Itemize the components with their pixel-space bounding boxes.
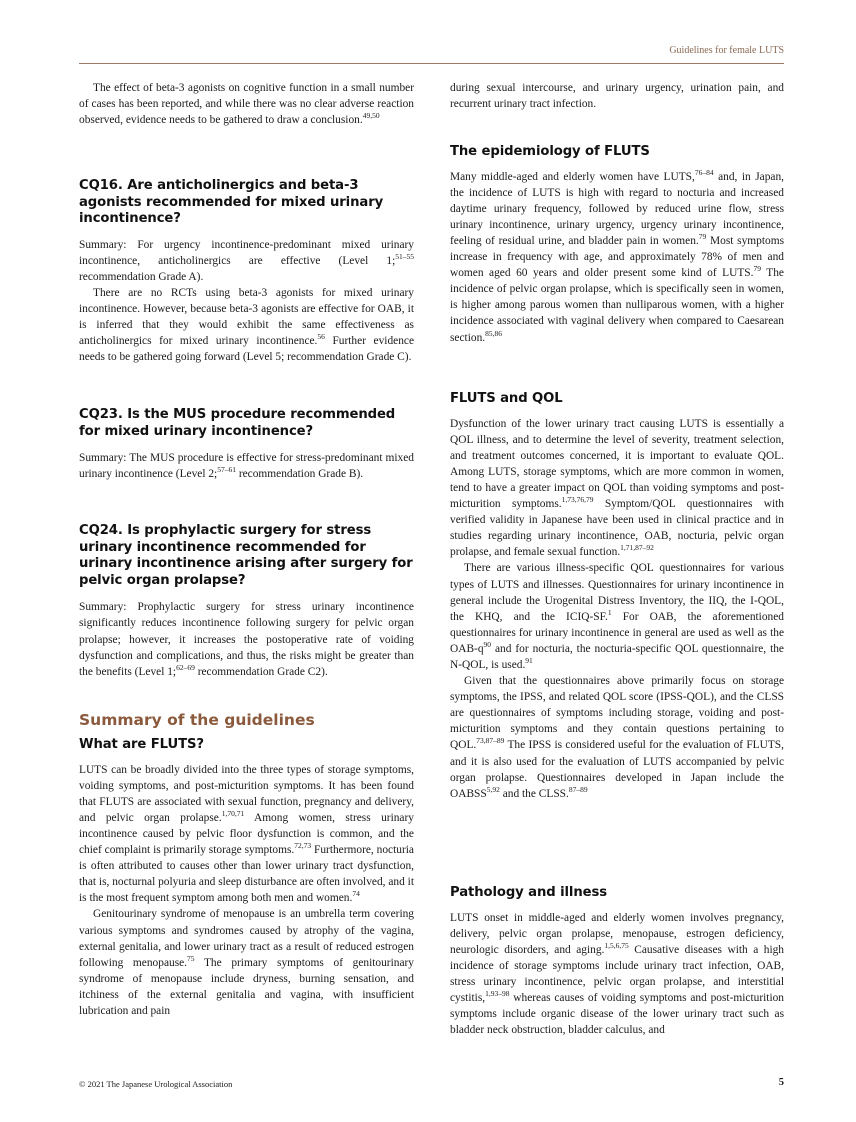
cq24-heading: CQ24. Is prophylactic surgery for stress urinary incontinence recommended for urinary incontinence arising after surgery for pelvic organ prolapse?	[79, 523, 413, 588]
epidemiology-block	[450, 144, 784, 346]
citation-superscript: 87–89	[568, 784, 588, 794]
citation-superscript: 5,92	[486, 784, 500, 794]
citation-superscript: 56	[317, 332, 325, 342]
citation-superscript: 79	[753, 264, 761, 274]
what-paragraph-1: LUTS can be broadly divided into the three types of storage symptoms, voiding symptoms, and post-micturition symptoms. It has been found that FLUTS are associated with sexual function, pregnancy and delivery, and pelvic organ prolapse.$^{1,70,71}$ Among women, stress urinary incontinence caused by pelvic floor dysfunction is common, and the chief complaint is primarily storage symptoms.$^{72,73}$ Furthermore, nocturia is often attributed to causes other than lower urinary tract dysfunction, that is, nocturnal polyuria and sleep disturbance are often involved, and it is the most frequent symptom among both men and women.$^{74}$	[79, 763, 414, 905]
qol-paragraph-1: Dysfunction of the lower urinary tract causing LUTS is essentially a QOL illness, and to determine the level of severity, treatment selection, and treatment outcomes concerned, it is important to evaluate QOL. Among LUTS, storage symptoms, which are more common in women, tend to have a greater impact on QOL than voiding symptoms and post-micturition symptoms.$^{1,73,76,79}$ Symptom/QOL questionnaires with verified validity in Japanese have been used in clinical practice and in studies regarding urinary incontinence, OAB, nocturia, pelvic organ prolapse, and female sexual function.$^{1,71,87-92}$	[450, 417, 784, 559]
citation-superscript: 1,71,87–92	[620, 543, 654, 553]
citation-superscript: 72,73	[294, 841, 312, 851]
summary-section	[79, 711, 414, 1019]
epidemiology-heading: The epidemiology of FLUTS	[450, 144, 650, 159]
continued-paragraph: during sexual intercourse, and urinary urgency, urination pain, and recurrent urinary tract infection.	[450, 82, 784, 111]
what-paragraph-2: Genitourinary syndrome of menopause is an umbrella term covering various symptoms and syndromes caused by atrophy of the vagina, external genitalia, and lower urinary tract as a result of reduced estrogen following menopause.$^{75}$ The primary symptoms of genitourinary syndrome of menopause include dryness, burning sensation, and itchiness of the external genitalia and vagina, with insufficient lubrication and pain	[79, 908, 414, 1017]
cq16-body: There are no RCTs using beta-3 agonists for mixed urinary incontinence. However, because beta-3 agonists are effective for OAB, it is inferred that they would exhibit the same effectiveness as anticholinergics for mixed urinary incontinence.$^{56}$ Further evidence needs to be gathered going forward (Level 5; recommendation Grade C).	[79, 287, 414, 364]
citation-superscript: 1	[607, 607, 612, 617]
page-number: 5	[778, 1077, 784, 1088]
what-heading: What are FLUTS?	[79, 737, 204, 752]
cq23-heading: CQ23. Is the MUS procedure recommended for mixed urinary incontinence?	[79, 407, 396, 439]
intro-paragraph-block	[79, 80, 414, 128]
running-title: Guidelines for female LUTS	[669, 45, 784, 56]
citation-superscript: 74	[352, 889, 360, 899]
cq16-block	[79, 178, 414, 366]
qol-heading: FLUTS and QOL	[450, 391, 563, 406]
citation-superscript: 51–55	[395, 251, 414, 261]
cq23-summary: Summary: The MUS procedure is effective for stress-predominant mixed urinary incontinence (Level 2;$^{57-61}$ recommendation Grade B).	[79, 452, 414, 481]
qol-paragraph-2: There are various illness-specific QOL questionnaires for various types of LUTS and illnesses. Questionnaires for urinary incontinence in general include the Urogenital Distress Inventory, the IIQ, the I-QOL, the KHQ, and the ICIQ-SF.$^1$ For OAB, the aforementioned questionnaires for urinary incontinence in general are used as well as the OAB-$q^{90}$ and for nocturia, the nocturia-specific QOL questionnaire, the N-QOL, is used.$^{91}$	[450, 562, 784, 671]
citation-superscript: 1,5,6,75	[604, 940, 629, 950]
citation-superscript: 79	[698, 231, 707, 241]
header-rule	[79, 63, 784, 64]
cq23-block	[79, 407, 414, 482]
pathology-heading: Pathology and illness	[450, 885, 607, 900]
cq16-heading: CQ16. Are anticholinergics and beta-3 agonists recommended for mixed urinary incontinence?	[79, 178, 384, 227]
qol-paragraph-3: Given that the questionnaires above primarily focus on storage symptoms, the IPSS, and related QOL score (IPSS-QOL), and the CLSS are questionnaires of symptoms including storage, voiding and post-micturition symptoms and they contain questions pertaining to QOL.$^{73,87-89}$ The IPSS is considered useful for the evaluation of FLUTS, and it is also used for the evaluation of LUTS accompanied by pelvic organ prolapse. Questionnaires developed in Japan include the OABSS$^{5,92}$ and the CLSS.$^{87-89}$	[450, 675, 784, 800]
pathology-paragraph: LUTS onset in middle-aged and elderly women involves pregnancy, delivery, pelvic organ prolapse, menopause, estrogen deficiency, neurologic disorders, and aging.$^{1,5,6,75}$ Causative diseases with a high incidence of storage symptoms include urinary tract infection, OAB, stress urinary incontinence, pelvic organ prolapse, and interstitial cystitis,$^{1,93-98}$ whereas causes of voiding symptoms and post-micturition symptoms include organic disease of the lower urinary tract such as bladder neck obstruction, bladder calculus, and	[450, 911, 784, 1037]
citation-superscript: 85,86	[485, 328, 502, 338]
copyright: © 2021 The Japanese Urological Association	[79, 1079, 233, 1089]
citation-superscript: 1,73,76,79	[561, 495, 594, 505]
epidemiology-paragraph: Many middle-aged and elderly women have LUTS,$^{76-84}$ and, in Japan, the incidence of LUTS is high with regard to nocturia and increased daytime urinary frequency, followed by reduced urine flow, stress urinary incontinence, urinary urgency, urgency urinary incontinence, feeling of residual urine, and bladder pain in women.$^{79}$ Most symptoms increase in frequency with age, and approximately 78% of men and women aged 60 years and older present some kind of LUTS.$^{79}$ The incidence of pelvic organ prolapse, which is specifically seen in women, is higher among parous women than nulliparous women, with a higher incidence associated with vaginal delivery when compared to Caesarean section.$^{85,86}$	[450, 167, 785, 344]
citation-superscript: 90	[483, 639, 492, 649]
cq24-summary: Summary: Prophylactic surgery for stress urinary incontinence significantly reduces incontinence following surgery for pelvic organ prolapse; however, it increases the postoperative rate of voiding dysfunction and complications, and thus, the risks might be greater than the benefits (Level 1;$^{62-69}$ recommendation Grade C2).	[79, 601, 414, 678]
citation-superscript: 1,70,71	[221, 808, 245, 818]
citation-superscript: 62–69	[176, 662, 195, 672]
pathology-block	[450, 885, 784, 1038]
qol-block	[450, 391, 784, 802]
citation-superscript: 1,93–98	[485, 989, 510, 999]
citation-superscript: 76–84	[694, 167, 714, 177]
citation-superscript: 49,50	[362, 111, 380, 121]
citation-superscript: 75	[187, 953, 195, 963]
intro-paragraph: The effect of beta-3 agonists on cognitive function in a small number of cases has been reported, and while there was no clear adverse reaction observed, evidence needs to be gathered to draw a conclusion.$^{49,50}$	[79, 82, 414, 127]
citation-superscript: 91	[525, 656, 533, 665]
citation-superscript: 73,87–89	[476, 736, 505, 746]
cq16-summary: Summary: For urgency incontinence-predominant mixed urinary incontinence, anticholinergics are effective (Level 1;$^{51-55}$ recommendation Grade A).	[79, 238, 414, 283]
cq24-block	[79, 523, 414, 680]
citation-superscript: 57–61	[217, 465, 236, 475]
section-title: Summary of the guidelines	[79, 711, 315, 729]
continued-paragraph-block	[450, 80, 784, 112]
